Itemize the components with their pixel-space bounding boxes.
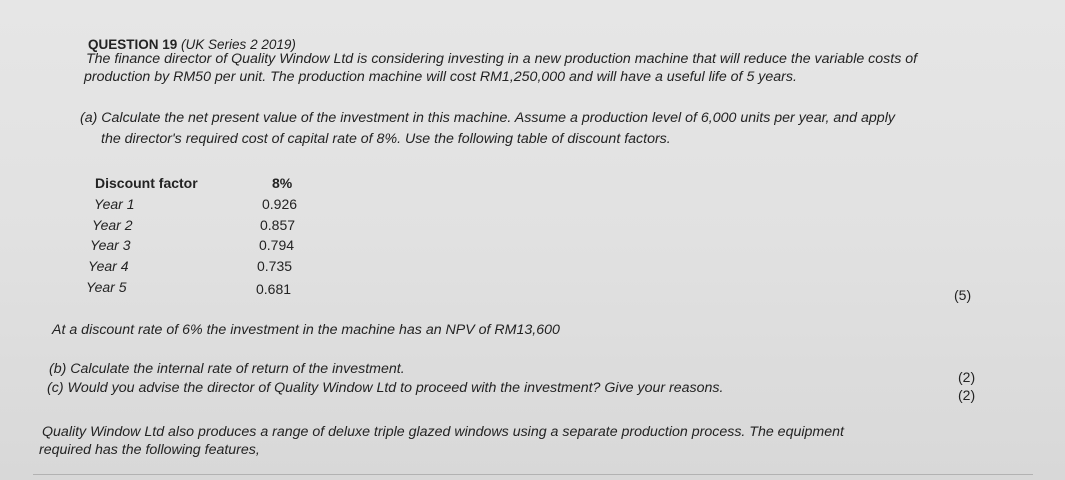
part-b-marks: (2) — [958, 369, 976, 385]
question-series: (UK Series 2 2019) — [181, 37, 296, 52]
question-number: QUESTION 19 — [88, 37, 178, 52]
table-header-label: Discount factor — [95, 175, 198, 191]
table-header-rate: 8% — [272, 175, 293, 191]
part-c-question: (c) Would you advise the director of Quality Window Ltd to proceed with the investment? Give your reasons. — [47, 380, 724, 396]
part-a-line-1: (a) Calculate the net present value of the investment in this machine. Assume a production level of 6,000 units per year, and apply — [80, 110, 895, 126]
intro-line-1: The finance director of Quality Window Ltd is considering investing in a new production machine that will reduce the variable costs of — [86, 51, 918, 67]
part-a-marks: (5) — [954, 287, 972, 303]
table-row-factor: 0.794 — [259, 237, 295, 253]
intro-line-2: production by RM50 per unit. The production machine will cost RM1,250,000 and will have a useful life of 5 years. — [84, 69, 797, 85]
table-row-year: Year 2 — [92, 217, 133, 233]
table-row-year: Year 1 — [94, 196, 135, 212]
table-row-year: Year 5 — [86, 279, 127, 295]
table-row-factor: 0.926 — [262, 196, 298, 212]
table-row-year: Year 3 — [90, 237, 131, 253]
table-row-factor: 0.681 — [256, 281, 292, 297]
npv-statement: At a discount rate of 6% the investment in the machine has an NPV of RM13,600 — [52, 322, 560, 338]
table-row-factor: 0.857 — [260, 217, 296, 233]
part-b-question: (b) Calculate the internal rate of return of the investment. — [49, 361, 405, 377]
closing-line-2: required has the following features, — [39, 442, 260, 458]
part-c-marks: (2) — [958, 387, 976, 403]
table-row-year: Year 4 — [88, 258, 129, 274]
part-a-line-2: the director's required cost of capital rate of 8%. Use the following table of discount factors. — [101, 131, 671, 147]
closing-line-1: Quality Window Ltd also produces a range of deluxe triple glazed windows using a separate production process. The equipment — [42, 424, 844, 440]
table-row-factor: 0.735 — [257, 258, 293, 274]
page-divider — [33, 474, 1033, 475]
